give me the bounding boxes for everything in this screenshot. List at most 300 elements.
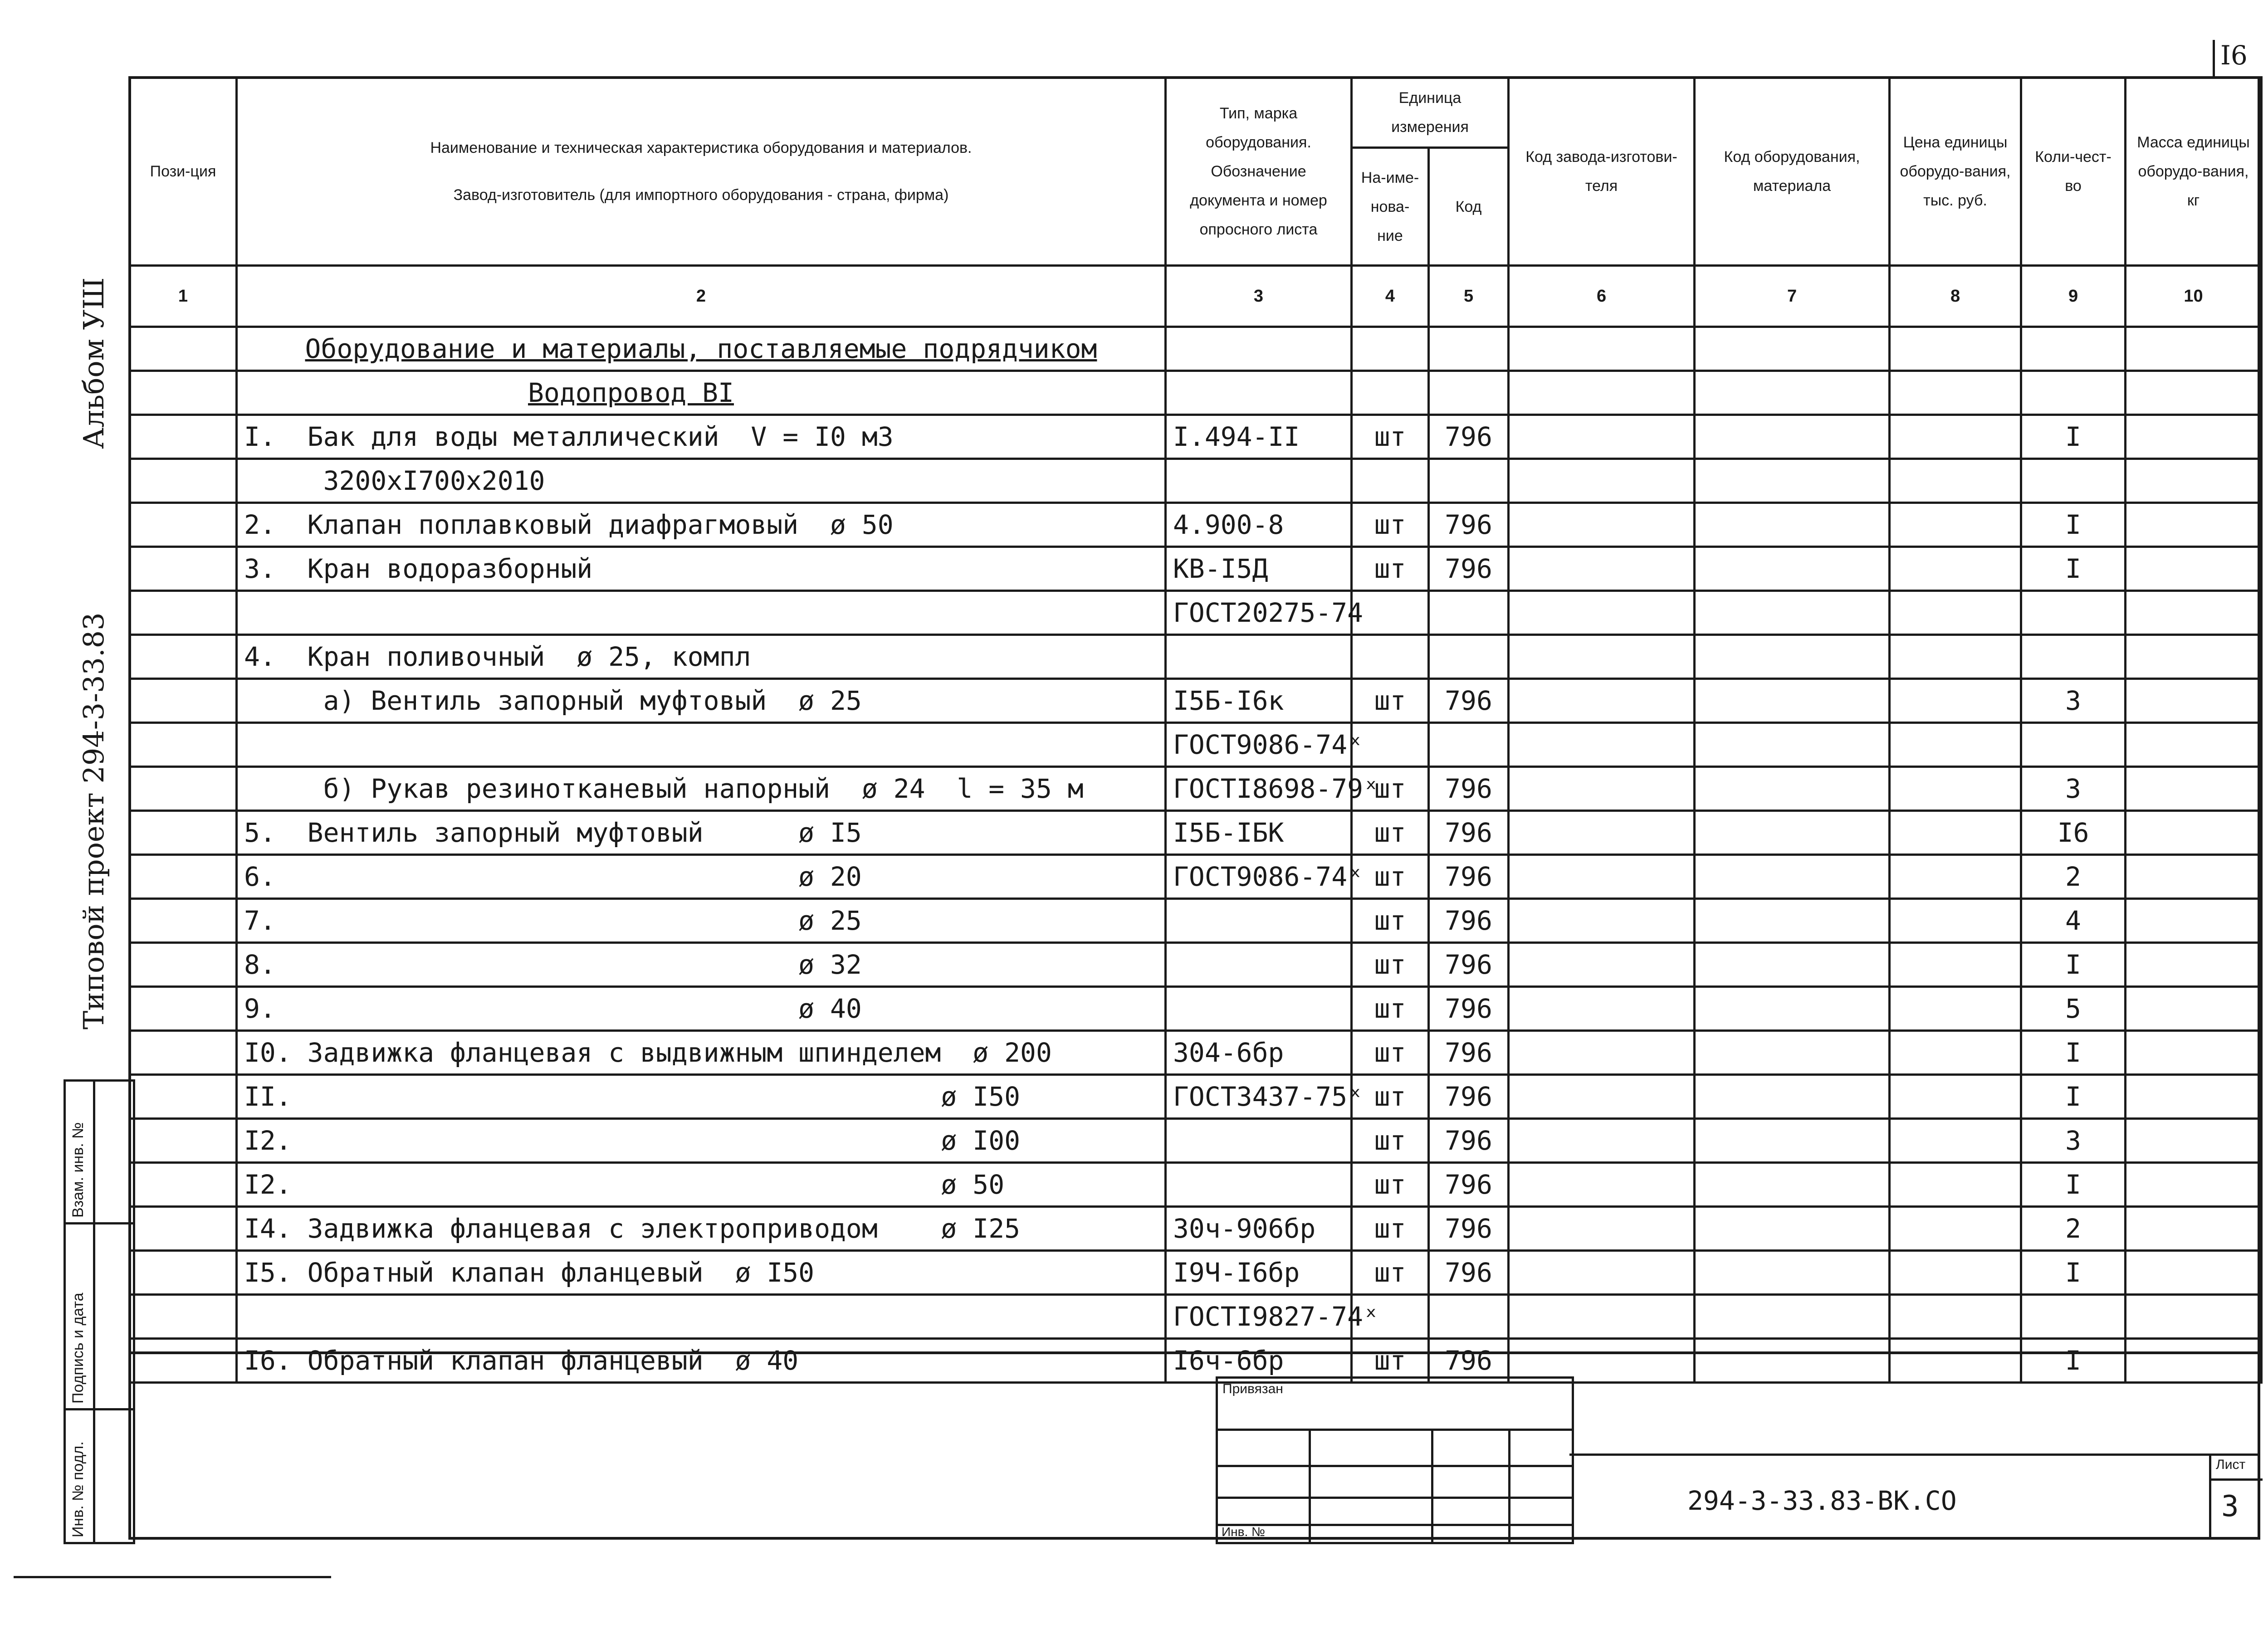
unit-name-cell bbox=[1352, 459, 1429, 503]
colnum: 10 bbox=[2126, 266, 2262, 327]
type-cell: I.494-II bbox=[1166, 415, 1352, 459]
equipment-code-cell bbox=[1695, 679, 1890, 723]
equipment-code-cell bbox=[1695, 811, 1890, 855]
quantity-cell: 5 bbox=[2021, 987, 2126, 1031]
factory-code-cell bbox=[1509, 459, 1695, 503]
factory-code-cell bbox=[1509, 1295, 1695, 1339]
empty-cell bbox=[1890, 371, 2021, 415]
factory-code-cell bbox=[1509, 1163, 1695, 1207]
colnum: 7 bbox=[1695, 266, 1890, 327]
sheet-value: 3 bbox=[2221, 1490, 2239, 1523]
unit-code-cell: 796 bbox=[1429, 1163, 1509, 1207]
unit-name-cell bbox=[1352, 591, 1429, 635]
table-row bbox=[130, 767, 2262, 811]
table-row bbox=[130, 1251, 2262, 1295]
inv-number-label: Инв. № bbox=[1222, 1525, 1266, 1539]
unit-name-cell: шт bbox=[1352, 547, 1429, 591]
quantity-cell: 3 bbox=[2021, 679, 2126, 723]
type-cell bbox=[1166, 899, 1352, 943]
equipment-code-cell bbox=[1695, 899, 1890, 943]
position-cell bbox=[130, 1031, 237, 1075]
colnum: 1 bbox=[130, 266, 237, 327]
item-name-cell: 2. Клапан поплавковый диафрагмовый ø 50 bbox=[237, 503, 1166, 547]
header-type: Тип, марка оборудования. Обозначение документа и номер опросного листа bbox=[1166, 78, 1352, 266]
unit-code-cell: 796 bbox=[1429, 1031, 1509, 1075]
quantity-cell: 4 bbox=[2021, 899, 2126, 943]
item-name-cell: I2. ø 50 bbox=[237, 1163, 1166, 1207]
mass-cell bbox=[2126, 855, 2262, 899]
empty-cell bbox=[1890, 327, 2021, 371]
price-cell bbox=[1890, 1119, 2021, 1163]
position-cell bbox=[130, 1163, 237, 1207]
unit-code-cell: 796 bbox=[1429, 415, 1509, 459]
quantity-cell bbox=[2021, 723, 2126, 767]
colnum: 6 bbox=[1509, 266, 1695, 327]
top-sheet-number: I6 bbox=[2213, 40, 2268, 76]
table-row bbox=[130, 1075, 2262, 1119]
unit-code-cell bbox=[1429, 635, 1509, 679]
price-cell bbox=[1890, 1207, 2021, 1251]
unit-code-cell bbox=[1429, 459, 1509, 503]
quantity-cell bbox=[2021, 591, 2126, 635]
equipment-code-cell bbox=[1695, 503, 1890, 547]
price-cell bbox=[1890, 547, 2021, 591]
header-price: Цена единицы оборудо-вания, тыс. руб. bbox=[1890, 78, 2021, 266]
position-cell bbox=[130, 899, 237, 943]
position-cell bbox=[130, 459, 237, 503]
factory-code-cell bbox=[1509, 855, 1695, 899]
price-cell bbox=[1890, 1031, 2021, 1075]
quantity-cell: 3 bbox=[2021, 767, 2126, 811]
price-cell bbox=[1890, 1075, 2021, 1119]
empty-cell bbox=[1429, 371, 1509, 415]
mass-cell bbox=[2126, 1075, 2262, 1119]
bottom-left-line bbox=[14, 1576, 331, 1578]
unit-name-cell: шт bbox=[1352, 811, 1429, 855]
item-name-cell: I5. Обратный клапан фланцевый ø I50 bbox=[237, 1251, 1166, 1295]
quantity-cell: I bbox=[2021, 415, 2126, 459]
item-name-cell bbox=[237, 591, 1166, 635]
factory-code-cell bbox=[1509, 1031, 1695, 1075]
empty-cell bbox=[1695, 371, 1890, 415]
mass-cell bbox=[2126, 811, 2262, 855]
mass-cell bbox=[2126, 767, 2262, 811]
price-cell bbox=[1890, 1251, 2021, 1295]
item-name-cell: 6. ø 20 bbox=[237, 855, 1166, 899]
equipment-code-cell bbox=[1695, 547, 1890, 591]
header-name-line2: Завод-изготовитель (для импортного оборудования - страна, фирма) bbox=[453, 186, 949, 204]
header-quantity: Коли-чест-во bbox=[2021, 78, 2126, 266]
unit-code-cell: 796 bbox=[1429, 503, 1509, 547]
table-row bbox=[130, 503, 2262, 547]
equipment-code-cell bbox=[1695, 767, 1890, 811]
unit-code-cell: 796 bbox=[1429, 767, 1509, 811]
equipment-code-cell bbox=[1695, 1031, 1890, 1075]
item-name-cell: I. Бак для воды металлический V = I0 м3 bbox=[237, 415, 1166, 459]
equipment-code-cell bbox=[1695, 855, 1890, 899]
position-cell bbox=[130, 943, 237, 987]
unit-code-cell bbox=[1429, 1295, 1509, 1339]
attached-stamp bbox=[1216, 1376, 1574, 1544]
empty-cell bbox=[1509, 371, 1695, 415]
price-cell bbox=[1890, 723, 2021, 767]
position-cell bbox=[130, 547, 237, 591]
quantity-cell: I bbox=[2021, 1163, 2126, 1207]
equipment-code-cell bbox=[1695, 1251, 1890, 1295]
equipment-code-cell bbox=[1695, 1163, 1890, 1207]
mass-cell bbox=[2126, 459, 2262, 503]
stamp-signature-date: Подпись и дата bbox=[69, 1293, 87, 1404]
price-cell bbox=[1890, 899, 2021, 943]
unit-name-cell: шт bbox=[1352, 943, 1429, 987]
mass-cell bbox=[2126, 723, 2262, 767]
quantity-cell: I bbox=[2021, 1075, 2126, 1119]
price-cell bbox=[1890, 855, 2021, 899]
table-row bbox=[130, 1031, 2262, 1075]
type-cell: ГОСТI9827-74ˣ bbox=[1166, 1295, 1352, 1339]
colnum: 3 bbox=[1166, 266, 1352, 327]
quantity-cell bbox=[2021, 635, 2126, 679]
position-cell bbox=[130, 767, 237, 811]
quantity-cell: I bbox=[2021, 1031, 2126, 1075]
type-cell bbox=[1166, 635, 1352, 679]
equipment-code-cell bbox=[1695, 415, 1890, 459]
type-cell: 30ч-906бр bbox=[1166, 1207, 1352, 1251]
price-cell bbox=[1890, 635, 2021, 679]
table-row bbox=[130, 591, 2262, 635]
table-row bbox=[130, 459, 2262, 503]
mass-cell bbox=[2126, 987, 2262, 1031]
quantity-cell bbox=[2021, 459, 2126, 503]
mass-cell bbox=[2126, 1295, 2262, 1339]
unit-code-cell: 796 bbox=[1429, 1251, 1509, 1295]
mass-cell bbox=[2126, 547, 2262, 591]
item-name-cell: 8. ø 32 bbox=[237, 943, 1166, 987]
quantity-cell: 3 bbox=[2021, 1119, 2126, 1163]
quantity-cell: 2 bbox=[2021, 1207, 2126, 1251]
header-equipment-code: Код оборудования, материала bbox=[1695, 78, 1890, 266]
type-cell: ГОСТ9086-74ˣ bbox=[1166, 723, 1352, 767]
section-header-cell: Оборудование и материалы, поставляемые подрядчиком bbox=[237, 327, 1166, 371]
unit-code-cell: 796 bbox=[1429, 1119, 1509, 1163]
type-cell bbox=[1166, 987, 1352, 1031]
equipment-code-cell bbox=[1695, 459, 1890, 503]
table-row bbox=[130, 1119, 2262, 1163]
price-cell bbox=[1890, 987, 2021, 1031]
equipment-code-cell bbox=[1695, 1207, 1890, 1251]
type-cell: I6ч-6бр bbox=[1166, 1339, 1352, 1383]
position-cell bbox=[130, 1295, 237, 1339]
position-cell bbox=[130, 371, 237, 415]
position-cell bbox=[130, 635, 237, 679]
factory-code-cell bbox=[1509, 1119, 1695, 1163]
type-cell bbox=[1166, 459, 1352, 503]
item-name-cell: I0. Задвижка фланцевая с выдвижным шпинделем ø 200 bbox=[237, 1031, 1166, 1075]
table-row bbox=[130, 1163, 2262, 1207]
unit-name-cell: шт bbox=[1352, 1075, 1429, 1119]
factory-code-cell bbox=[1509, 591, 1695, 635]
unit-code-cell: 796 bbox=[1429, 1207, 1509, 1251]
unit-name-cell: шт bbox=[1352, 899, 1429, 943]
equipment-code-cell bbox=[1695, 635, 1890, 679]
table-row bbox=[130, 855, 2262, 899]
equipment-code-cell bbox=[1695, 723, 1890, 767]
table-row bbox=[130, 415, 2262, 459]
unit-name-cell: шт bbox=[1352, 415, 1429, 459]
item-name-cell: б) Рукав резинотканевый напорный ø 24 l = 35 м bbox=[237, 767, 1166, 811]
factory-code-cell bbox=[1509, 1251, 1695, 1295]
empty-cell bbox=[2021, 371, 2126, 415]
header-row bbox=[130, 78, 2262, 148]
stamp-replace-inv: Взам. инв. № bbox=[69, 1122, 87, 1218]
table-row bbox=[130, 899, 2262, 943]
header-unit-code: Код bbox=[1429, 148, 1509, 266]
quantity-cell: I bbox=[2021, 503, 2126, 547]
mass-cell bbox=[2126, 1251, 2262, 1295]
unit-code-cell: 796 bbox=[1429, 987, 1509, 1031]
mass-cell bbox=[2126, 1207, 2262, 1251]
colnum: 5 bbox=[1429, 266, 1509, 327]
equipment-code-cell bbox=[1695, 1119, 1890, 1163]
stamp-orig-inv: Инв. № подл. bbox=[69, 1441, 87, 1537]
empty-cell bbox=[2126, 371, 2262, 415]
position-cell bbox=[130, 1075, 237, 1119]
table-row bbox=[130, 1295, 2262, 1339]
table-row bbox=[130, 327, 2262, 371]
factory-code-cell bbox=[1509, 723, 1695, 767]
factory-code-cell bbox=[1509, 767, 1695, 811]
unit-name-cell: шт bbox=[1352, 855, 1429, 899]
header-mass: Масса единицы оборудо-вания, кг bbox=[2126, 78, 2262, 266]
table-row bbox=[130, 811, 2262, 855]
item-name-cell bbox=[237, 723, 1166, 767]
empty-cell bbox=[1695, 327, 1890, 371]
table-row bbox=[130, 547, 2262, 591]
equipment-code-cell bbox=[1695, 1075, 1890, 1119]
factory-code-cell bbox=[1509, 943, 1695, 987]
item-name-cell: 3200xI700x2010 bbox=[237, 459, 1166, 503]
mass-cell bbox=[2126, 1119, 2262, 1163]
header-factory-code: Код завода-изготови-теля bbox=[1509, 78, 1695, 266]
unit-name-cell: шт bbox=[1352, 1251, 1429, 1295]
quantity-cell: I bbox=[2021, 943, 2126, 987]
factory-code-cell bbox=[1509, 1075, 1695, 1119]
factory-code-cell bbox=[1509, 415, 1695, 459]
price-cell bbox=[1890, 679, 2021, 723]
type-cell: ГОСТ20275-74 bbox=[1166, 591, 1352, 635]
unit-code-cell: 796 bbox=[1429, 811, 1509, 855]
section-header-cell: Водопровод BI bbox=[237, 371, 1166, 415]
price-cell bbox=[1890, 503, 2021, 547]
item-name-cell: 4. Кран поливочный ø 25, компл bbox=[237, 635, 1166, 679]
price-cell bbox=[1890, 943, 2021, 987]
column-number-row bbox=[130, 266, 2262, 327]
position-cell bbox=[130, 415, 237, 459]
equipment-code-cell bbox=[1695, 591, 1890, 635]
item-name-cell: 3. Кран водоразборный bbox=[237, 547, 1166, 591]
item-name-cell: I2. ø I00 bbox=[237, 1119, 1166, 1163]
empty-cell bbox=[1352, 327, 1429, 371]
unit-code-cell: 796 bbox=[1429, 943, 1509, 987]
item-name-cell: I4. Задвижка фланцевая с электроприводом ø I25 bbox=[237, 1207, 1166, 1251]
type-cell: 4.900-8 bbox=[1166, 503, 1352, 547]
mass-cell bbox=[2126, 503, 2262, 547]
position-cell bbox=[130, 327, 237, 371]
type-cell: ГОСТ9086-74ˣ bbox=[1166, 855, 1352, 899]
type-cell: ГОСТI8698-79ˣ bbox=[1166, 767, 1352, 811]
factory-code-cell bbox=[1509, 635, 1695, 679]
empty-cell bbox=[1166, 371, 1352, 415]
type-cell: I5Б-IБК bbox=[1166, 811, 1352, 855]
position-cell bbox=[130, 679, 237, 723]
mass-cell bbox=[2126, 943, 2262, 987]
unit-name-cell: шт bbox=[1352, 1031, 1429, 1075]
item-name-cell bbox=[237, 1295, 1166, 1339]
header-name-line1: Наименование и техническая характеристика оборудования и материалов. bbox=[430, 139, 972, 156]
header-unit-name: На-име-нова-ние bbox=[1352, 148, 1429, 266]
type-cell: КВ-I5Д bbox=[1166, 547, 1352, 591]
header-position: Пози-ция bbox=[130, 78, 237, 266]
album-label: Альбом УШ bbox=[77, 277, 110, 449]
type-cell: I5Б-I6к bbox=[1166, 679, 1352, 723]
factory-code-cell bbox=[1509, 679, 1695, 723]
equipment-code-cell bbox=[1695, 943, 1890, 987]
empty-cell bbox=[1429, 327, 1509, 371]
unit-code-cell: 796 bbox=[1429, 899, 1509, 943]
factory-code-cell bbox=[1509, 1207, 1695, 1251]
empty-cell bbox=[2021, 327, 2126, 371]
factory-code-cell bbox=[1509, 811, 1695, 855]
position-cell bbox=[130, 591, 237, 635]
position-cell bbox=[130, 1251, 237, 1295]
equipment-code-cell bbox=[1695, 987, 1890, 1031]
factory-code-cell bbox=[1509, 503, 1695, 547]
mass-cell bbox=[2126, 679, 2262, 723]
colnum: 8 bbox=[1890, 266, 2021, 327]
factory-code-cell bbox=[1509, 899, 1695, 943]
sheet-box bbox=[2209, 1454, 2263, 1540]
unit-name-cell bbox=[1352, 635, 1429, 679]
type-cell: ГОСТ3437-75ˣ bbox=[1166, 1075, 1352, 1119]
mass-cell bbox=[2126, 1031, 2262, 1075]
mass-cell bbox=[2126, 591, 2262, 635]
unit-name-cell: шт bbox=[1352, 767, 1429, 811]
left-stamp-strip bbox=[64, 1079, 135, 1544]
mass-cell bbox=[2126, 415, 2262, 459]
empty-cell bbox=[2126, 327, 2262, 371]
price-cell bbox=[1890, 415, 2021, 459]
unit-code-cell: 796 bbox=[1429, 547, 1509, 591]
factory-code-cell bbox=[1509, 547, 1695, 591]
unit-code-cell bbox=[1429, 723, 1509, 767]
position-cell bbox=[130, 723, 237, 767]
header-name bbox=[237, 78, 1166, 266]
item-name-cell: 5. Вентиль запорный муфтовый ø I5 bbox=[237, 811, 1166, 855]
mass-cell bbox=[2126, 1163, 2262, 1207]
type-cell: I9Ч-I6бр bbox=[1166, 1251, 1352, 1295]
attached-label: Привязан bbox=[1222, 1381, 1283, 1396]
unit-name-cell bbox=[1352, 723, 1429, 767]
sheet-label: Лист bbox=[2216, 1457, 2246, 1472]
table-row bbox=[130, 635, 2262, 679]
quantity-cell: I bbox=[2021, 1339, 2126, 1383]
empty-cell bbox=[1166, 327, 1352, 371]
price-cell bbox=[1890, 459, 2021, 503]
mass-cell bbox=[2126, 899, 2262, 943]
table-row bbox=[130, 723, 2262, 767]
quantity-cell: I bbox=[2021, 547, 2126, 591]
position-cell bbox=[130, 811, 237, 855]
quantity-cell: I bbox=[2021, 1251, 2126, 1295]
item-name-cell: 9. ø 40 bbox=[237, 987, 1166, 1031]
table-row bbox=[130, 987, 2262, 1031]
specification-table bbox=[128, 76, 2263, 1384]
unit-name-cell: шт bbox=[1352, 679, 1429, 723]
unit-name-cell: шт bbox=[1352, 503, 1429, 547]
unit-code-cell: 796 bbox=[1429, 1339, 1509, 1383]
unit-name-cell: шт bbox=[1352, 1119, 1429, 1163]
colnum: 9 bbox=[2021, 266, 2126, 327]
mass-cell bbox=[2126, 635, 2262, 679]
item-name-cell: I6. Обратный клапан фланцевый ø 40 bbox=[237, 1339, 1166, 1383]
unit-code-cell: 796 bbox=[1429, 679, 1509, 723]
colnum: 4 bbox=[1352, 266, 1429, 327]
type-cell bbox=[1166, 1119, 1352, 1163]
type-cell bbox=[1166, 943, 1352, 987]
unit-name-cell: шт bbox=[1352, 1339, 1429, 1383]
header-unit: Единица измерения bbox=[1352, 78, 1509, 148]
unit-name-cell: шт bbox=[1352, 1207, 1429, 1251]
table-body bbox=[130, 327, 2262, 1383]
quantity-cell: 2 bbox=[2021, 855, 2126, 899]
table-row bbox=[130, 1207, 2262, 1251]
position-cell bbox=[130, 503, 237, 547]
equipment-code-cell bbox=[1695, 1295, 1890, 1339]
position-cell bbox=[130, 1207, 237, 1251]
project-label: Типовой проект 294-3-33.83 bbox=[77, 612, 110, 1029]
type-cell bbox=[1166, 1163, 1352, 1207]
price-cell bbox=[1890, 1163, 2021, 1207]
item-name-cell: а) Вентиль запорный муфтовый ø 25 bbox=[237, 679, 1166, 723]
price-cell bbox=[1890, 591, 2021, 635]
colnum: 2 bbox=[237, 266, 1166, 327]
position-cell bbox=[130, 987, 237, 1031]
unit-code-cell bbox=[1429, 591, 1509, 635]
title-block-divider bbox=[1569, 1454, 2260, 1456]
position-cell bbox=[130, 855, 237, 899]
table-row bbox=[130, 371, 2262, 415]
position-cell bbox=[130, 1119, 237, 1163]
price-cell bbox=[1890, 811, 2021, 855]
table-row bbox=[130, 679, 2262, 723]
quantity-cell bbox=[2021, 1295, 2126, 1339]
quantity-cell: I6 bbox=[2021, 811, 2126, 855]
unit-code-cell: 796 bbox=[1429, 1075, 1509, 1119]
item-name-cell: II. ø I50 bbox=[237, 1075, 1166, 1119]
unit-name-cell: шт bbox=[1352, 987, 1429, 1031]
item-name-cell: 7. ø 25 bbox=[237, 899, 1166, 943]
table-row bbox=[130, 943, 2262, 987]
document-code: 294-3-33.83-ВК.СО bbox=[1687, 1485, 1957, 1516]
empty-cell bbox=[1509, 327, 1695, 371]
factory-code-cell bbox=[1509, 987, 1695, 1031]
unit-name-cell: шт bbox=[1352, 1163, 1429, 1207]
type-cell: 304-6бр bbox=[1166, 1031, 1352, 1075]
unit-code-cell: 796 bbox=[1429, 855, 1509, 899]
price-cell bbox=[1890, 1295, 2021, 1339]
empty-cell bbox=[1352, 371, 1429, 415]
price-cell bbox=[1890, 767, 2021, 811]
